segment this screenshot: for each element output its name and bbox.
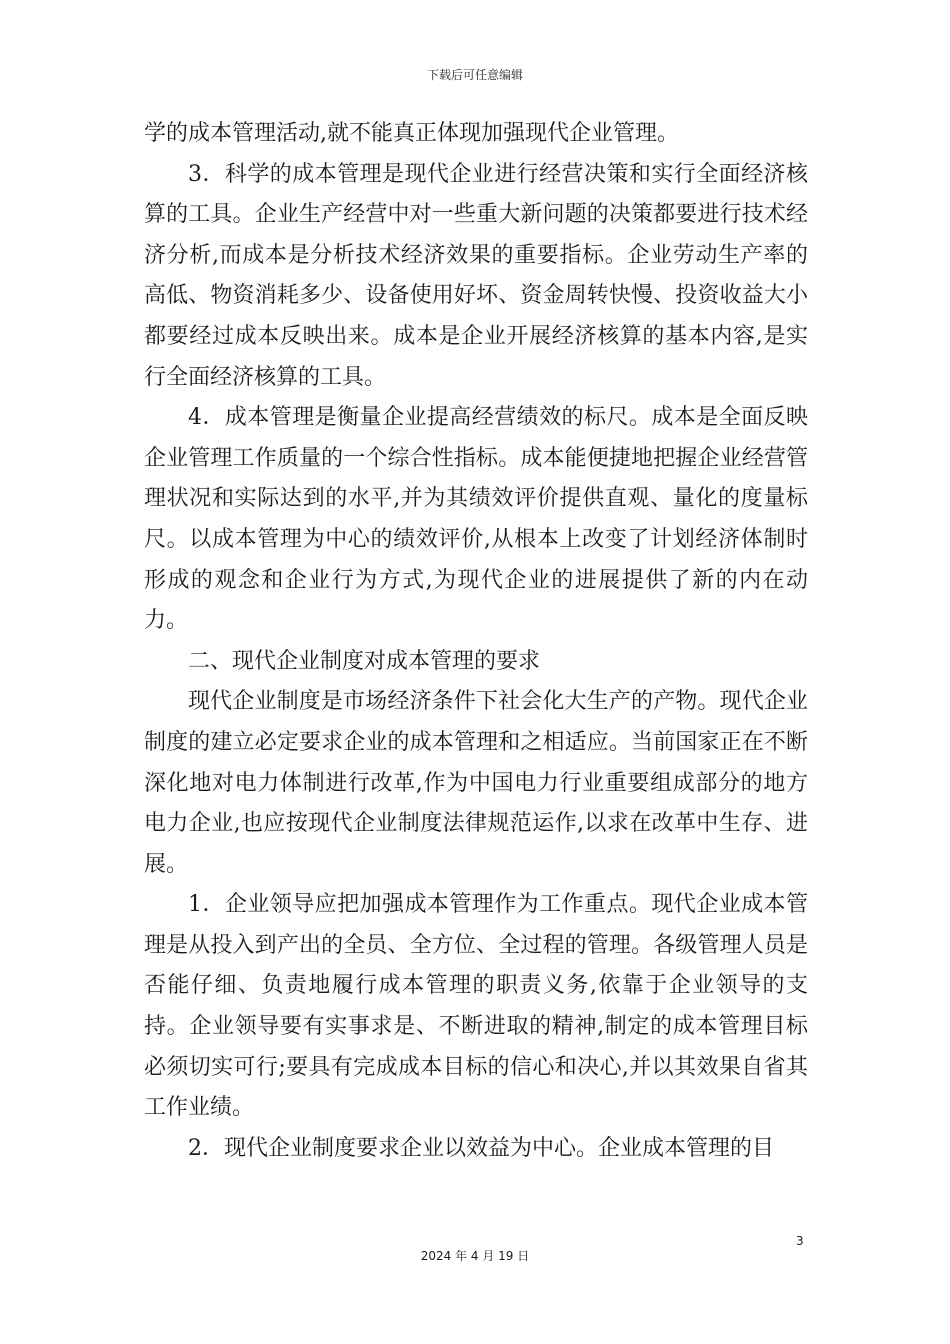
- paragraph: 现代企业制度是市场经济条件下社会化大生产的产物。现代企业制度的建立必定要求企业的成本管理和之相适应。当前国家正在不断深化地对电力体制进行改革,作为中国电力行业重要组成部分的地方电力企业,也应按现代企业制度法律规范运作,以求在改革中生存、进展。: [144, 689, 808, 877]
- paragraph: 1．企业领导应把加强成本管理作为工作重点。现代企业成本管理是从投入到产出的全员、全方位、全过程的管理。各级管理人员是否能仔细、负责地履行成本管理的职责义务,依靠于企业领导的支持。企业领导要有实事求是、不断进取的精神,制定的成本管理目标必须切实可行;要具有完成成本目标的信心和决心,并以其效果自省其工作业绩。: [144, 892, 808, 1121]
- section-heading: 二、现代企业制度对成本管理的要求: [188, 648, 541, 674]
- paragraph: 3．科学的成本管理是现代企业进行经营决策和实行全面经济核算的工具。企业生产经营中对一些重大新问题的决策都要进行技术经济分析,而成本是分析技术经济效果的重要指标。企业劳动生产率的高低、物资消耗多少、设备使用好坏、资金周转快慢、投资收益大小都要经过成本反映出来。成本是企业开展经济核算的基本内容,是实行全面经济核算的工具。: [144, 161, 808, 390]
- page-header: 下载后可任意编辑: [426, 68, 523, 82]
- page-number: 3: [796, 1234, 804, 1248]
- paragraph: 4．成本管理是衡量企业提高经营绩效的标尺。成本是全面反映企业管理工作质量的一个综合性指标。成本能便捷地把握企业经营管理状况和实际达到的水平,并为其绩效评价提供直观、量化的度量标尺。以成本管理为中心的绩效评价,从根本上改变了计划经济体制时形成的观念和企业行为方式,为现代企业的进展提供了新的内在动力。: [144, 405, 808, 634]
- footer-date: 2024 年 4 月 19 日: [420, 1249, 530, 1263]
- document-body: [144, 114, 808, 1169]
- paragraph: 2．现代企业制度要求企业以效益为中心。企业成本管理的目: [188, 1135, 774, 1161]
- paragraph: 学的成本管理活动,就不能真正体现加强现代企业管理。: [144, 121, 679, 146]
